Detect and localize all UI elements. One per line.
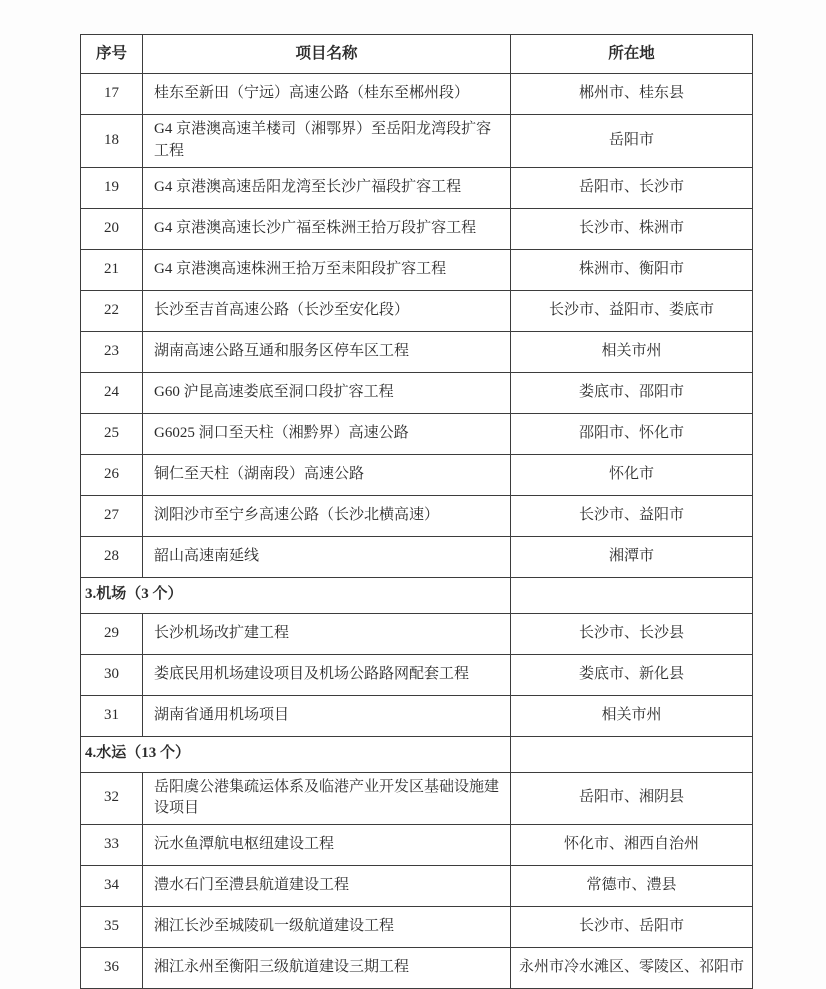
project-name: G4 京港澳高速株洲王拾万至耒阳段扩容工程 — [143, 249, 511, 290]
row-number: 22 — [81, 290, 143, 331]
project-name: 韶山高速南延线 — [143, 536, 511, 577]
table-row — [81, 866, 753, 907]
row-number: 24 — [81, 372, 143, 413]
project-location: 长沙市、益阳市 — [511, 495, 753, 536]
section-empty-cell — [511, 577, 753, 613]
row-number: 33 — [81, 825, 143, 866]
row-number: 21 — [81, 249, 143, 290]
table-row — [81, 74, 753, 115]
project-name: G6025 洞口至天柱（湘黔界）高速公路 — [143, 413, 511, 454]
project-name: 浏阳沙市至宁乡高速公路（长沙北横高速） — [143, 495, 511, 536]
project-location: 株洲市、衡阳市 — [511, 249, 753, 290]
project-location: 相关市州 — [511, 695, 753, 736]
project-location: 相关市州 — [511, 331, 753, 372]
row-number: 27 — [81, 495, 143, 536]
project-name: 湖南省通用机场项目 — [143, 695, 511, 736]
row-number: 18 — [81, 115, 143, 168]
table-row — [81, 167, 753, 208]
table-row — [81, 290, 753, 331]
project-location: 邵阳市、怀化市 — [511, 413, 753, 454]
row-number: 20 — [81, 208, 143, 249]
project-name: 长沙至吉首高速公路（长沙至安化段） — [143, 290, 511, 331]
project-name: G4 京港澳高速羊楼司（湘鄂界）至岳阳龙湾段扩容工程 — [143, 115, 511, 168]
row-number: 32 — [81, 772, 143, 825]
table-row — [81, 536, 753, 577]
row-number: 34 — [81, 866, 143, 907]
table-row — [81, 613, 753, 654]
project-location: 常德市、澧县 — [511, 866, 753, 907]
section-title: 4.水运（13 个） — [81, 736, 511, 772]
project-location: 长沙市、长沙县 — [511, 613, 753, 654]
table-row — [81, 825, 753, 866]
row-number: 31 — [81, 695, 143, 736]
section-empty-cell — [511, 736, 753, 772]
project-name: 湘江永州至衡阳三级航道建设三期工程 — [143, 948, 511, 989]
table-row — [81, 772, 753, 825]
table-body — [81, 74, 753, 989]
project-name: 桂东至新田（宁远）高速公路（桂东至郴州段） — [143, 74, 511, 115]
table-row — [81, 454, 753, 495]
project-name: 沅水鱼潭航电枢纽建设工程 — [143, 825, 511, 866]
table-row — [81, 413, 753, 454]
project-location: 湘潭市 — [511, 536, 753, 577]
project-name: 岳阳虞公港集疏运体系及临港产业开发区基础设施建设项目 — [143, 772, 511, 825]
project-name: 娄底民用机场建设项目及机场公路路网配套工程 — [143, 654, 511, 695]
table-row — [81, 495, 753, 536]
table-row — [81, 695, 753, 736]
row-number: 23 — [81, 331, 143, 372]
row-number: 36 — [81, 948, 143, 989]
project-name: 长沙机场改扩建工程 — [143, 613, 511, 654]
project-location: 怀化市 — [511, 454, 753, 495]
project-location: 岳阳市 — [511, 115, 753, 168]
project-name: G4 京港澳高速岳阳龙湾至长沙广福段扩容工程 — [143, 167, 511, 208]
table-row — [81, 654, 753, 695]
table-row — [81, 948, 753, 989]
row-number: 17 — [81, 74, 143, 115]
row-number: 29 — [81, 613, 143, 654]
table-row — [81, 249, 753, 290]
project-location: 郴州市、桂东县 — [511, 74, 753, 115]
project-location: 长沙市、岳阳市 — [511, 907, 753, 948]
row-number: 28 — [81, 536, 143, 577]
project-name: 湘江长沙至城陵矶一级航道建设工程 — [143, 907, 511, 948]
project-location: 长沙市、益阳市、娄底市 — [511, 290, 753, 331]
project-location: 娄底市、邵阳市 — [511, 372, 753, 413]
row-number: 35 — [81, 907, 143, 948]
table-row — [81, 208, 753, 249]
project-name: G4 京港澳高速长沙广福至株洲王拾万段扩容工程 — [143, 208, 511, 249]
header-serial-number: 序号 — [81, 35, 143, 74]
project-name: G60 沪昆高速娄底至洞口段扩容工程 — [143, 372, 511, 413]
project-table — [80, 34, 753, 989]
row-number: 19 — [81, 167, 143, 208]
project-name: 湖南高速公路互通和服务区停车区工程 — [143, 331, 511, 372]
project-location: 长沙市、株洲市 — [511, 208, 753, 249]
project-location: 岳阳市、湘阴县 — [511, 772, 753, 825]
section-title: 3.机场（3 个） — [81, 577, 511, 613]
project-location: 永州市冷水滩区、零陵区、祁阳市 — [511, 948, 753, 989]
project-location: 岳阳市、长沙市 — [511, 167, 753, 208]
project-name: 铜仁至天柱（湖南段）高速公路 — [143, 454, 511, 495]
table-header-row — [81, 35, 753, 74]
table-row — [81, 115, 753, 168]
header-location: 所在地 — [511, 35, 753, 74]
row-number: 26 — [81, 454, 143, 495]
header-project-name: 项目名称 — [143, 35, 511, 74]
project-location: 怀化市、湘西自治州 — [511, 825, 753, 866]
section-row-waterways — [81, 736, 753, 772]
section-row-airports — [81, 577, 753, 613]
row-number: 25 — [81, 413, 143, 454]
row-number: 30 — [81, 654, 143, 695]
table-row — [81, 907, 753, 948]
table-row — [81, 331, 753, 372]
project-location: 娄底市、新化县 — [511, 654, 753, 695]
project-name: 澧水石门至澧县航道建设工程 — [143, 866, 511, 907]
table-row — [81, 372, 753, 413]
